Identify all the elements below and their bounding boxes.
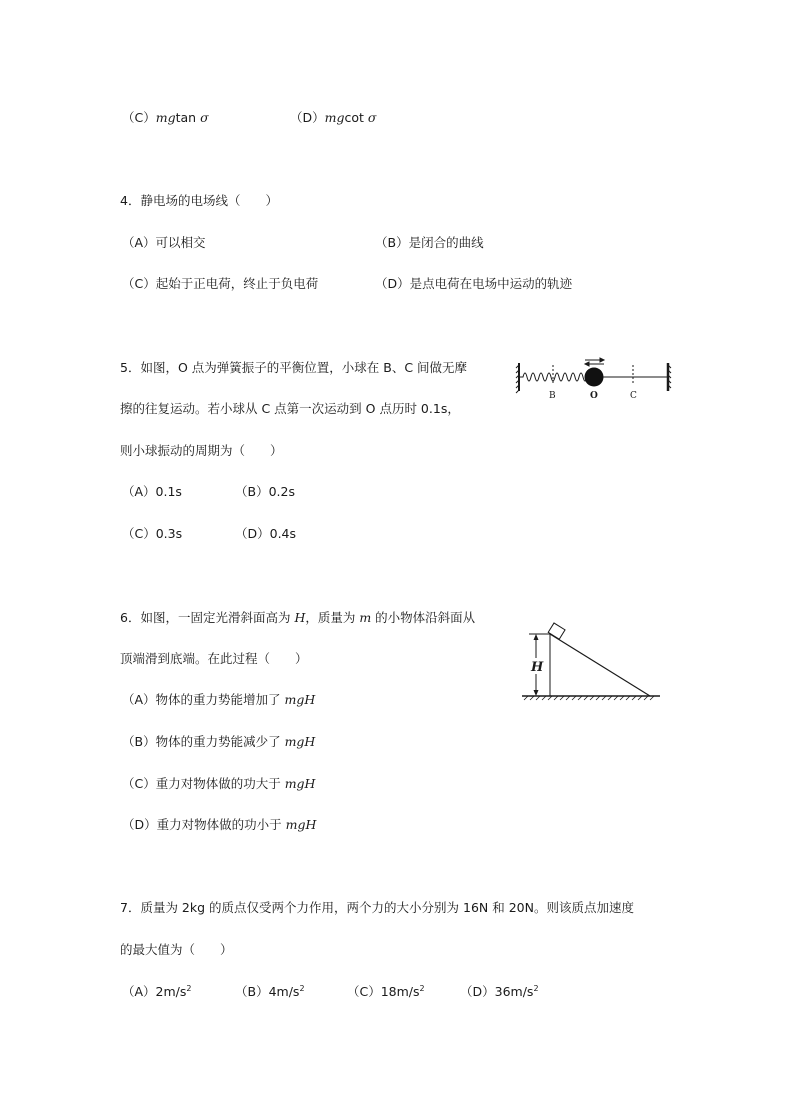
oscillator-ball <box>585 368 604 387</box>
q4-option-a: （A）可以相交 <box>122 235 206 250</box>
label-b: B <box>549 391 556 401</box>
q4-stem: 4．静电场的电场线（ ） <box>120 193 278 208</box>
q5-option-a: （A）0.1s <box>122 484 182 499</box>
height-arrow-up-head <box>534 634 539 640</box>
q3-option-c: （C）mgtan σ <box>122 110 209 125</box>
right-wall <box>668 363 671 391</box>
q6-option-b: （B）物体的重力势能减少了 mgH <box>122 734 316 749</box>
label-h: H <box>531 660 544 675</box>
label-c: C <box>630 391 637 401</box>
height-arrow-down-head <box>534 690 539 696</box>
q4-option-c: （C）起始于正电荷，终止于负电荷 <box>122 276 319 291</box>
q6-stem-line1: 6．如图，一固定光滑斜面高为 H，质量为 m 的小物体沿斜面从 <box>120 610 476 625</box>
incline-slope <box>550 634 650 696</box>
sliding-block <box>548 623 565 639</box>
spring-oscillator-diagram <box>515 355 675 405</box>
q3-option-d: （D）mgcot σ <box>290 110 377 125</box>
q4-option-d: （D）是点电荷在电场中运动的轨迹 <box>375 276 573 291</box>
label-o: O <box>590 391 598 401</box>
q7-stem-line2: 的最大值为（ ） <box>120 942 233 957</box>
q7-option-d: $(D)36m/s^2$ <box>460 984 539 999</box>
q7-option-b: $(B)4m/s^2$ <box>235 984 305 999</box>
q5-option-c: （C）0.3s <box>122 526 183 541</box>
q7-option-c: $(C)18m/s^2$ <box>347 984 425 999</box>
q4-option-b: （B）是闭合的曲线 <box>375 235 484 250</box>
q7-option-a: $(A)2m/s^2$ <box>122 984 192 999</box>
q5-option-d: （D）0.4s <box>235 526 297 541</box>
spring <box>519 373 593 381</box>
inclined-plane-diagram <box>520 615 665 705</box>
left-wall <box>516 363 519 393</box>
q5-stem-line3: 则小球振动的周期为（ ） <box>120 443 283 458</box>
q7-stem-line1: 7．质量为 2kg 的质点仅受两个力作用，两个力的大小分别为 16N 和 20N。则该质点加速度 <box>120 900 634 915</box>
q6-stem-line2: 顶端滑到底端。在此过程（ ） <box>120 651 308 666</box>
q6-option-c: （C）重力对物体做的功大于 mgH <box>122 776 316 791</box>
double-arrow-icon <box>585 358 604 366</box>
q5-option-b: （B）0.2s <box>235 484 295 499</box>
q5-stem-line1: 5．如图，O 点为弹簧振子的平衡位置，小球在 B、C 间做无摩 <box>120 360 468 375</box>
q6-option-d: （D）重力对物体做的功小于 mgH <box>122 817 317 832</box>
q5-stem-line2: 擦的往复运动。若小球从 C 点第一次运动到 O 点历时 0.1s， <box>120 401 460 416</box>
q6-option-a: （A）物体的重力势能增加了 mgH <box>122 692 316 707</box>
